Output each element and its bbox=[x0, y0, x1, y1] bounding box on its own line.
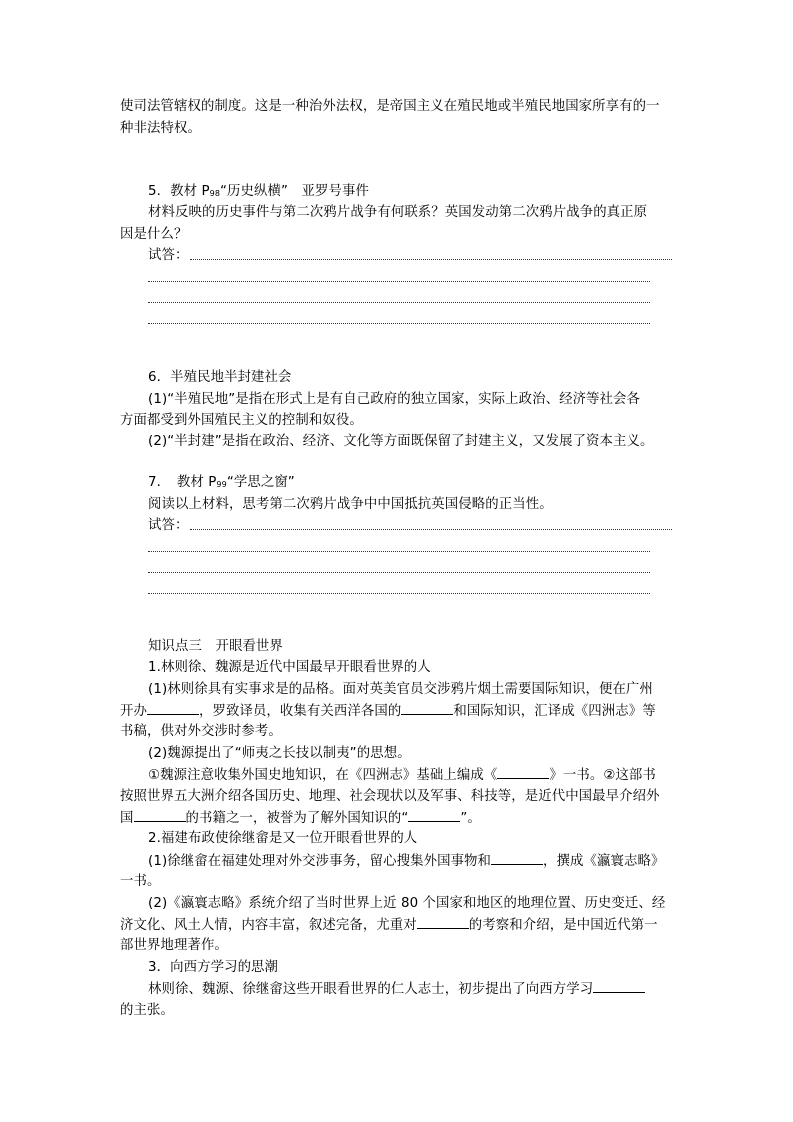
q5-title-post: “历史纵横” 亚罗号事件 bbox=[220, 184, 369, 199]
q5-page-number: 98 bbox=[209, 189, 221, 198]
q5-answer-line-3[interactable] bbox=[148, 301, 650, 303]
blank-6[interactable] bbox=[491, 850, 543, 865]
k3-p3-line-1 bbox=[148, 764, 656, 787]
q5-answer-label: 试答： bbox=[148, 248, 189, 263]
k3-p1b-text-3: 和国际知识，汇译成《四洲志》等 bbox=[453, 704, 656, 719]
k3-heading-2: 2.福建布政使徐继畲是又一位开眼看世界的人 bbox=[148, 831, 418, 846]
q7-answer-line-1[interactable] bbox=[190, 528, 672, 530]
k3-p3c-text-2: 的书籍之一，被誉为了解外国知识的“ bbox=[185, 811, 409, 826]
k3-p1-line-1: (1)林则徐具有实事求是的品格。面对英美官员交涉鸦片烟土需要国际知识，便在广州 bbox=[148, 682, 653, 697]
blank-1[interactable] bbox=[147, 700, 199, 715]
q5-answer-line-2[interactable] bbox=[148, 280, 650, 282]
s6-p2: (2)“半封建”是指在政治、经济、文化等方面既保留了封建主义，又发展了资本主义。 bbox=[148, 434, 654, 449]
q7-title-pre: 7． 教材 P bbox=[148, 475, 217, 490]
q7-title bbox=[148, 472, 295, 496]
blank-5[interactable] bbox=[408, 807, 460, 822]
k3-p4-line-1 bbox=[148, 850, 664, 873]
intro-line-1: 使司法管辖权的制度。这是一种治外法权，是帝国主义在殖民地或半殖民地国家所享有的一 bbox=[120, 99, 660, 114]
k3-p3c-text-1: 国 bbox=[120, 811, 134, 826]
k3-p1b-text-1: 开办 bbox=[120, 704, 147, 719]
blank-8[interactable] bbox=[593, 978, 645, 993]
q7-title-post: “学思之窗” bbox=[226, 475, 295, 490]
q7-answer-label: 试答： bbox=[148, 518, 189, 533]
blank-3[interactable] bbox=[497, 764, 549, 779]
k3-p5-line-2 bbox=[120, 914, 658, 937]
blank-2[interactable] bbox=[401, 700, 453, 715]
k3-heading-3: 3．向西方学习的思潮 bbox=[148, 960, 279, 975]
k3-p4-line-2: 一书。 bbox=[120, 874, 161, 889]
k3-p6a-text: 林则徐、魏源、徐继畲这些开眼看世界的仁人志士，初步提出了向西方学习 bbox=[148, 982, 594, 997]
blank-7[interactable] bbox=[417, 914, 469, 929]
k3-p4a-text-2: ，撰成《瀛寰志略》 bbox=[543, 854, 665, 869]
k3-p5-line-3: 部世界地理著作。 bbox=[120, 938, 228, 953]
k3-p5b-text-2: 的考察和介绍，是中国近代第一 bbox=[468, 918, 658, 933]
k3-p5b-text-1: 济文化、风土人情，内容丰富，叙述完备，尤重对 bbox=[120, 918, 417, 933]
k3-title: 知识点三 开眼看世界 bbox=[148, 639, 283, 654]
q5-answer-line-1[interactable] bbox=[190, 258, 672, 260]
k3-heading-1: 1.林则徐、魏源是近代中国最早开眼看世界的人 bbox=[148, 660, 431, 675]
k3-p3a-text-1: ①魏源注意收集外国史地知识，在《四洲志》基础上编成《 bbox=[148, 768, 498, 783]
intro-line-2: 种非法特权。 bbox=[120, 121, 201, 136]
q7-answer-line-2[interactable] bbox=[148, 550, 650, 552]
k3-p1b-text-2: ，罗致译员，收集有关西洋各国的 bbox=[198, 704, 402, 719]
q7-text: 阅读以上材料，思考第二次鸦片战争中中国抵抗英国侵略的正当性。 bbox=[148, 497, 553, 512]
q5-text-2: 因是什么？ bbox=[120, 227, 188, 242]
k3-p1-line-2 bbox=[120, 700, 656, 723]
q7-answer-line-3[interactable] bbox=[148, 571, 650, 573]
blank-4[interactable] bbox=[134, 807, 186, 822]
q7-page-number: 99 bbox=[216, 480, 227, 489]
k3-p6-line-2: 的主张。 bbox=[120, 1003, 174, 1018]
k3-p3a-text-2: 》一书。②这部书 bbox=[549, 768, 656, 783]
q5-text-1: 材料反映的历史事件与第二次鸦片战争有何联系？英国发动第二次鸦片战争的真正原 bbox=[148, 205, 648, 220]
q5-answer-line-4[interactable] bbox=[148, 322, 650, 324]
k3-p3-line-3 bbox=[120, 807, 481, 830]
k3-p4a-text-1: (1)徐继畲在福建处理对外交涉事务，留心搜集外国事物和 bbox=[148, 854, 492, 869]
s6-p1-line-1: (1)“半殖民地”是指在形式上是有自己政府的独立国家，实际上政治、经济等社会各 bbox=[148, 392, 641, 407]
k3-p2: (2)魏源提出了“师夷之长技以制夷”的思想。 bbox=[148, 746, 411, 761]
k3-p1-line-3: 书稿，供对外交涉时参考。 bbox=[120, 724, 282, 739]
k3-p3-line-2: 按照世界五大洲介绍各国历史、地理、社会现状以及军事、科技等，是近代中国最早介绍外 bbox=[120, 789, 660, 804]
s6-p1-line-2: 方面都受到外国殖民主义的控制和奴役。 bbox=[120, 413, 363, 428]
k3-p6-line-1 bbox=[148, 978, 645, 1001]
k3-p3c-text-3: ”。 bbox=[460, 811, 481, 826]
s6-title: 6．半殖民地半封建社会 bbox=[148, 370, 292, 385]
q5-title-pre: 5．教材 P bbox=[148, 184, 210, 199]
k3-p5-line-1: (2)《瀛寰志略》系统介绍了当时世界上近 80 个国家和地区的地理位置、历史变迁、经 bbox=[148, 896, 666, 911]
q7-answer-line-4[interactable] bbox=[148, 592, 650, 594]
